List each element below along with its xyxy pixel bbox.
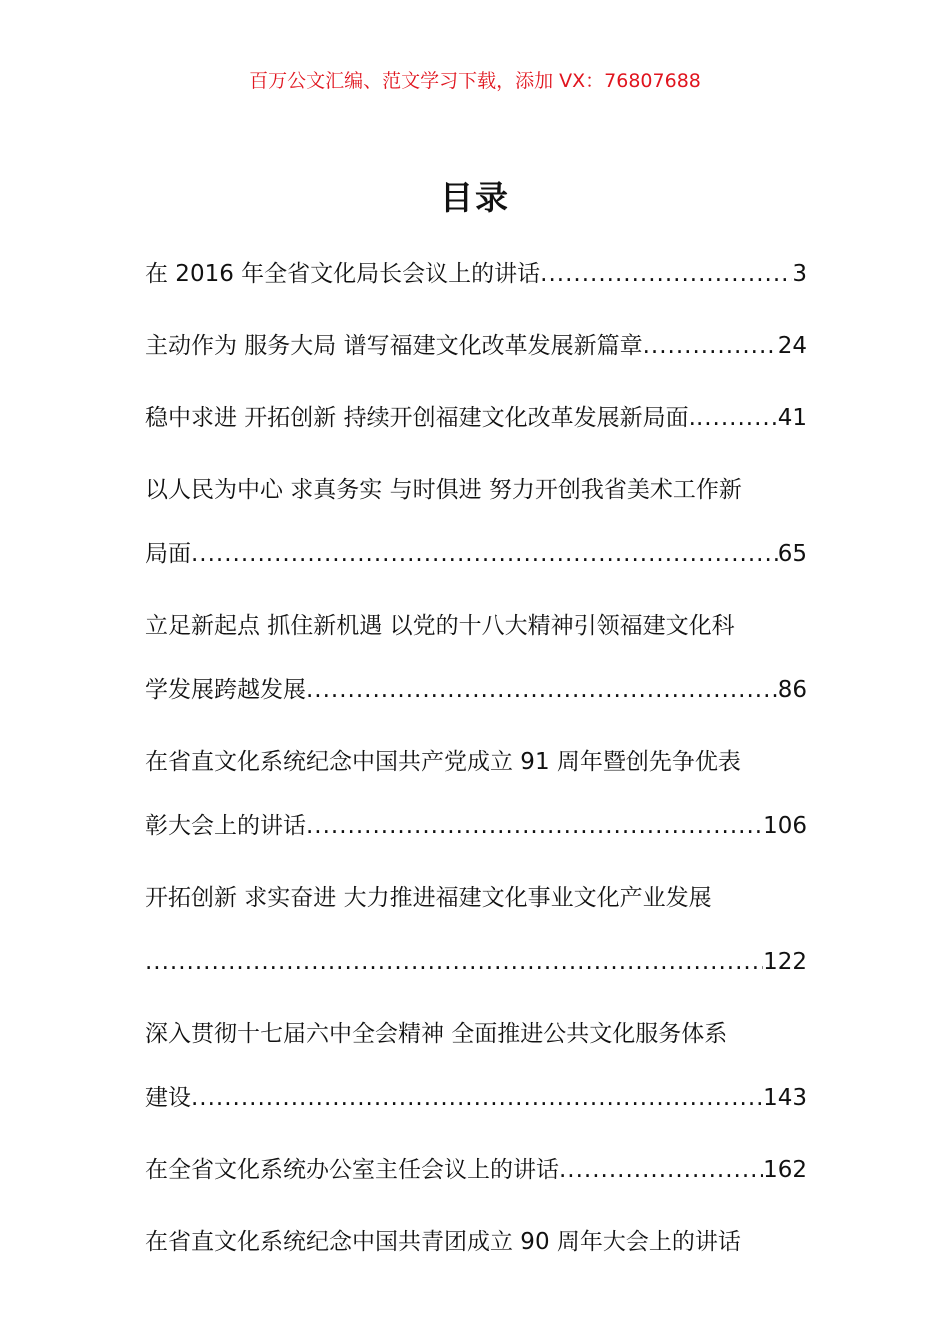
toc-page-number: 41 xyxy=(777,405,807,431)
toc-entry-title: 立足新起点 抓住新机遇 以党的十八大精神引领福建文化科 xyxy=(145,613,735,639)
toc-entry-title: 在省直文化系统纪念中国共产党成立 91 周年暨创先争优表 xyxy=(145,749,741,775)
table-of-contents xyxy=(145,242,807,1274)
toc-entry[interactable] xyxy=(145,1210,807,1274)
toc-entry-title: 在全省文化系统办公室主任会议上的讲话 xyxy=(145,1157,559,1183)
toc-dot-leader xyxy=(191,1066,763,1130)
toc-entry[interactable] xyxy=(145,866,807,994)
header-note: 百万公文汇编、范文学习下载，添加 VX：76807688 xyxy=(249,70,701,92)
toc-entry-title: 开拓创新 求实奋进 大力推进福建文化事业文化产业发展 xyxy=(145,885,712,911)
toc-page-number: 143 xyxy=(763,1085,807,1111)
toc-entry-title: 以人民为中心 求真务实 与时俱进 努力开创我省美术工作新 xyxy=(145,477,742,503)
toc-dot-leader xyxy=(306,794,763,858)
toc-dot-leader xyxy=(643,314,778,378)
toc-entry[interactable] xyxy=(145,314,807,378)
toc-dot-leader xyxy=(306,658,778,722)
toc-entry[interactable] xyxy=(145,242,807,306)
toc-entry-title-continued: 局面 xyxy=(145,541,191,567)
toc-entry[interactable] xyxy=(145,386,807,450)
toc-page-number: 86 xyxy=(777,677,807,703)
toc-page-number: 3 xyxy=(792,261,807,287)
toc-page-number: 162 xyxy=(763,1157,807,1183)
toc-entry[interactable] xyxy=(145,1138,807,1202)
toc-page-number: 106 xyxy=(763,813,807,839)
toc-entry-title-continued: 建设 xyxy=(145,1085,191,1111)
toc-entry-title-continued: 彰大会上的讲话 xyxy=(145,813,306,839)
toc-entry-title: 深入贯彻十七届六中全会精神 全面推进公共文化服务体系 xyxy=(145,1021,728,1047)
toc-entry-title: 在省直文化系统纪念中国共青团成立 90 周年大会上的讲话 xyxy=(145,1229,741,1255)
toc-dot-leader xyxy=(559,1138,763,1202)
toc-entry-title-continued: 学发展跨越发展 xyxy=(145,677,306,703)
toc-page-number: 24 xyxy=(777,333,807,359)
toc-dot-leader xyxy=(696,386,778,450)
toc-entry[interactable] xyxy=(145,458,807,586)
page-title: 目录 xyxy=(440,178,510,217)
toc-entry-title: 稳中求进 开拓创新 持续开创福建文化改革发展新局面. xyxy=(145,405,696,431)
toc-dot-leader xyxy=(145,930,763,994)
toc-page-number: 65 xyxy=(777,541,807,567)
toc-entry[interactable] xyxy=(145,730,807,858)
toc-dot-leader xyxy=(540,242,792,306)
toc-entry-title: 在 2016 年全省文化局长会议上的讲话 xyxy=(145,261,541,287)
toc-page-number: 122 xyxy=(763,949,807,975)
toc-entry-title: 主动作为 服务大局 谱写福建文化改革发展新篇章 xyxy=(145,333,643,359)
toc-entry[interactable] xyxy=(145,1002,807,1130)
toc-dot-leader xyxy=(191,522,778,586)
toc-entry[interactable] xyxy=(145,594,807,722)
